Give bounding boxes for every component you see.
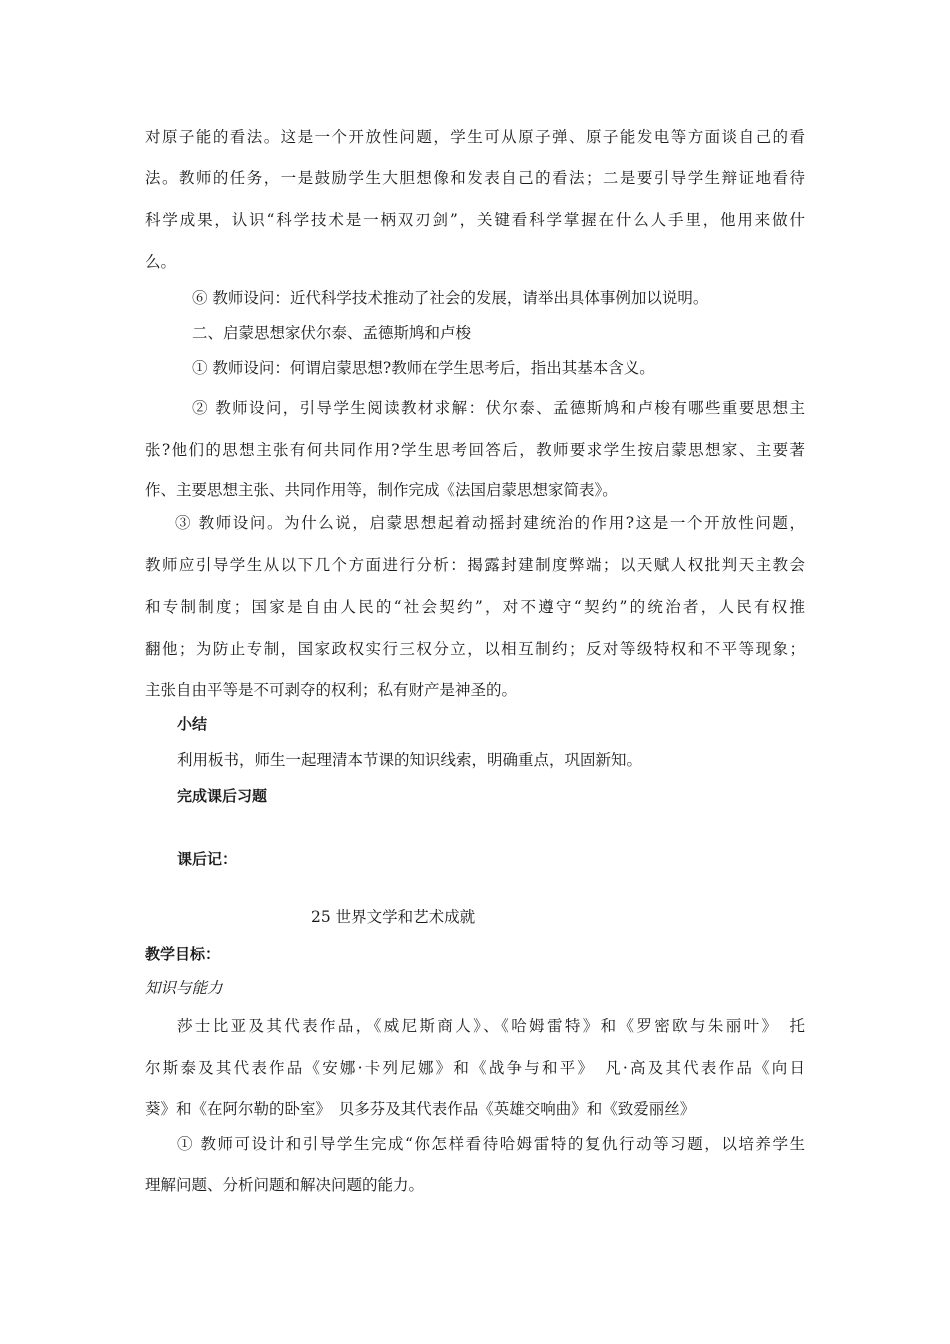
- homework-heading: 完成课后习题: [177, 787, 268, 805]
- paragraph-line: 对原子能的看法。这是一个开放性问题，学生可从原子弹、原子能发电等方面谈自己的看: [145, 128, 805, 146]
- paragraph-line: 莎士比亚及其代表作品，《威尼斯商人》、《哈姆雷特》和《罗密欧与朱丽叶》 托: [177, 1017, 805, 1035]
- section-heading: 二、启蒙思想家伏尔泰、孟德斯鸠和卢梭: [192, 324, 472, 342]
- paragraph-line: 利用板书，师生一起理清本节课的知识线索，明确重点，巩固新知。: [177, 751, 643, 769]
- paragraph-line: ① 教师设问：何谓启蒙思想?教师在学生思考后，指出其基本含义。: [192, 359, 655, 377]
- paragraph-line: 翻他；为防止专制，国家政权实行三权分立，以相互制约；反对等级特权和不平等现象；: [145, 640, 805, 658]
- lesson-title: 25 世界文学和艺术成就: [311, 908, 476, 926]
- objectives-subheading: 知识与能力: [145, 979, 223, 997]
- summary-heading: 小结: [177, 715, 208, 733]
- paragraph-line: 张?他们的思想主张有何共同作用?学生思考回答后，教师要求学生按启蒙思想家、主要著: [145, 441, 805, 459]
- paragraph-line: 么。: [145, 253, 177, 271]
- paragraph-line: 教师应引导学生从以下几个方面进行分析：揭露封建制度弊端；以天赋人权批判天主教会: [145, 556, 805, 574]
- objectives-heading: 教学目标：: [145, 945, 221, 963]
- paragraph-line: 葵》和《在阿尔勒的卧室》 贝多芬及其代表作品《英雄交响曲》和《致爱丽丝》: [145, 1100, 696, 1118]
- paragraph-line: 尔斯泰及其代表作品《安娜·卡列尼娜》和《战争与和平》 凡·高及其代表作品《向日: [145, 1059, 805, 1077]
- paragraph-line: ③ 教师设问。为什么说，启蒙思想起着动摇封建统治的作用?这是一个开放性问题，: [175, 514, 805, 532]
- paragraph-line: ② 教师设问，引导学生阅读教材求解：伏尔泰、孟德斯鸠和卢梭有哪些重要思想主: [192, 399, 805, 417]
- paragraph-line: 科学成果，认识“科学技术是一柄双刃剑”，关键看科学掌握在什么人手里，他用来做什: [145, 211, 805, 229]
- paragraph-line: 法。教师的任务，一是鼓励学生大胆想像和发表自己的看法；二是要引导学生辩证地看待: [145, 169, 805, 187]
- paragraph-line: 和专制制度；国家是自由人民的“社会契约”，对不遵守“契约”的统治者，人民有权推: [145, 598, 805, 616]
- paragraph-line: ① 教师可设计和引导学生完成“你怎样看待哈姆雷特的复仇行动等习题，以培养学生: [177, 1135, 805, 1153]
- paragraph-line: 主张自由平等是不可剥夺的权利；私有财产是神圣的。: [145, 681, 518, 699]
- paragraph-line: ⑥ 教师设问：近代科学技术推动了社会的发展，请举出具体事例加以说明。: [192, 289, 709, 307]
- paragraph-line: 作、主要思想主张、共同作用等，制作完成《法国启蒙思想家简表》。: [145, 481, 618, 499]
- paragraph-line: 理解问题、分析问题和解决问题的能力。: [145, 1176, 425, 1194]
- postscript-heading: 课后记：: [177, 850, 238, 868]
